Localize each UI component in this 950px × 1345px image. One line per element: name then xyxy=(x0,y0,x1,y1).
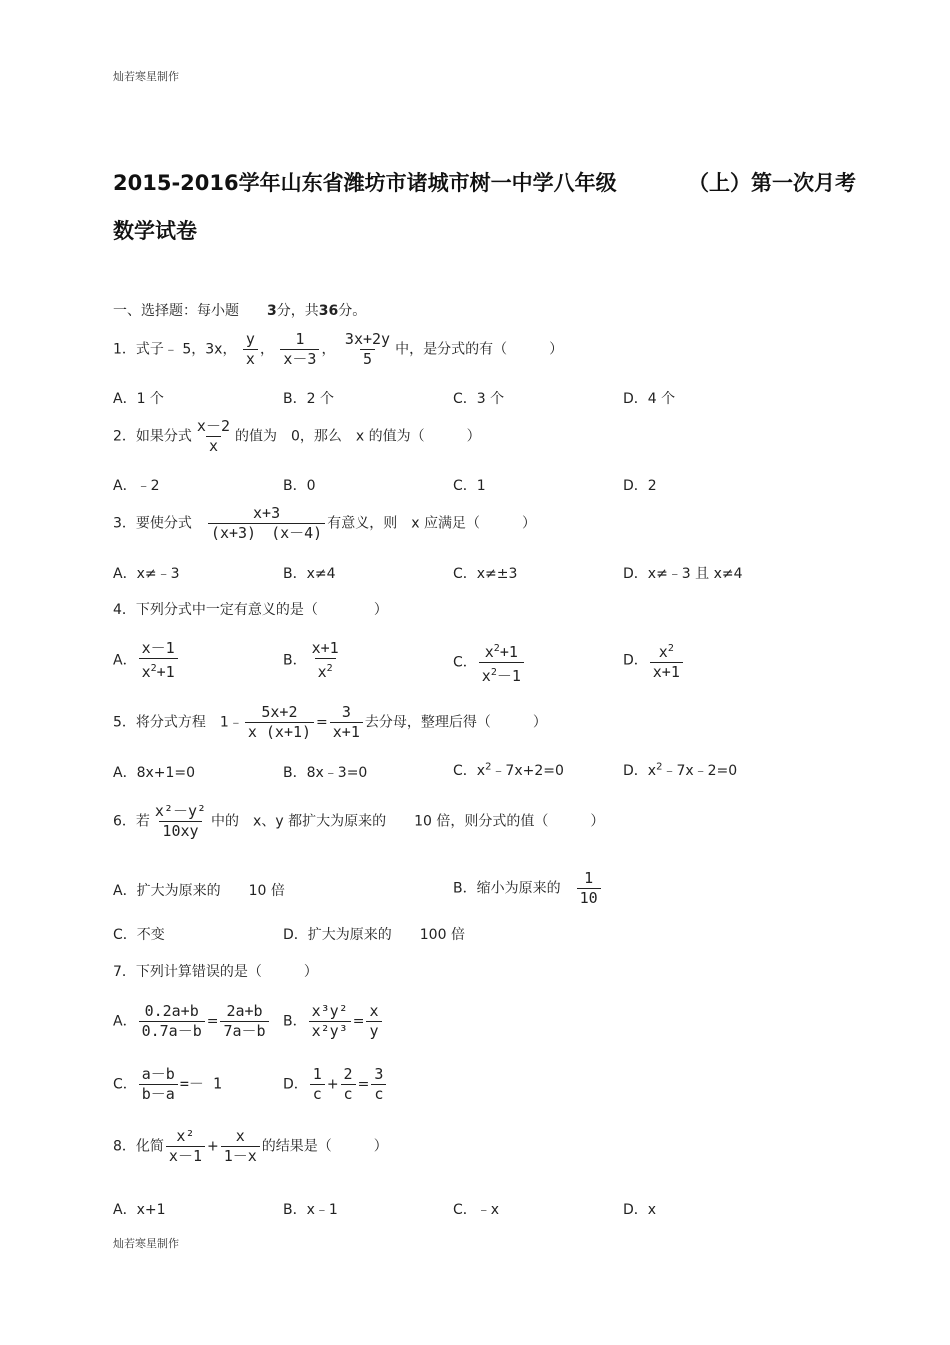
q8-stem-before: 8．化简 xyxy=(113,1138,164,1155)
q2-stem-before: 2．如果分式 xyxy=(113,428,192,445)
q8-option-a: A．x+1 xyxy=(113,1202,166,1218)
q4-b-fraction: $\frac{x+1}{x^2}$ xyxy=(311,639,339,681)
q5-option-b: B．8x﹣3=0 xyxy=(283,765,368,781)
section-prefix: 一、选择题：每小题 xyxy=(113,303,239,319)
q5-stem-before: 5．将分式方程 1﹣ xyxy=(113,714,243,731)
title-exam: （上）第一次月考 xyxy=(688,171,856,195)
page-header: 灿若寒星制作 xyxy=(113,70,179,83)
q1-stem-before: 1．式子﹣ 5，3x， xyxy=(113,341,237,358)
q8-option-c: C．﹣x xyxy=(453,1202,500,1218)
q5-fraction-1: $\frac{5x+2}{x (x+1)}$ xyxy=(245,704,314,741)
q8-option-d: D．x xyxy=(623,1202,657,1218)
question-6 xyxy=(113,803,604,840)
q6-stem-after: 中的 x、y 都扩大为原来的 10 倍，则分式的值（ ） xyxy=(211,813,605,830)
question-5: 5．将分式方程 1﹣ $\frac{5x+2}{x (x+1)}$ = $\frac{3}{x+1}$ 去分母，整理后得（ ） xyxy=(113,703,547,741)
q4-d-fraction: $\frac{x^2}{x+1}$ xyxy=(650,640,683,681)
q7-c-left: $\frac{a-b}{b-a}$ xyxy=(139,1066,178,1103)
q3-option-c: C．x≠±3 xyxy=(453,566,518,582)
q5-option-a: A．8x+1=0 xyxy=(113,765,196,781)
q1-option-a: A．1 个 xyxy=(113,391,164,407)
question-3 xyxy=(113,505,536,542)
q5-option-d: D．$x^2﹣7x﹣2=0$ xyxy=(623,761,738,779)
section-total: 36 xyxy=(318,303,339,319)
q7-option-d: D． $\frac{1}{c}$ + $\frac{2}{c}$ = $\frac{3}{c}$ xyxy=(283,1066,388,1103)
q4-option-b: B． $\frac{x+1}{x^2}$ xyxy=(283,640,344,681)
question-7: 7．下列计算错误的是（ ） xyxy=(113,964,318,980)
q6-stem-before: 6．若 xyxy=(113,813,150,830)
q7-d-1: $\frac{1}{c}$ xyxy=(310,1066,325,1103)
q2-option-a: A．﹣2 xyxy=(113,478,160,494)
page-title-line2: 数学试卷 xyxy=(113,219,197,243)
q6-fraction: $\frac{\text{x²－y²}}{10xy}$ xyxy=(154,802,207,840)
section-suffix: 分。 xyxy=(338,303,367,319)
q5-option-c: C．$x^2﹣7x+2=0$ xyxy=(453,761,564,779)
q6-option-b: B．缩小为原来的 $\frac{1}{10}$ xyxy=(453,870,603,907)
q3-stem-before: 3．要使分式 xyxy=(113,515,192,532)
q3-option-a: A．x≠﹣3 xyxy=(113,566,180,582)
page-footer: 灿若寒星制作 xyxy=(113,1237,179,1250)
q7-a-right: $\frac{2a+b}{7a-b}$ xyxy=(220,1003,268,1040)
q7-option-a: A． $\frac{0.2a+b}{0.7a-b}$ = $\frac{2a+b}{7a-b}$ xyxy=(113,1003,271,1040)
q8-fraction-1: $\frac{\text{x²}}{x-1}$ xyxy=(166,1128,205,1165)
section-heading xyxy=(113,300,366,320)
q6-option-d: D．扩大为原来的 100 倍 xyxy=(283,927,465,943)
q7-a-left: $\frac{0.2a+b}{0.7a-b}$ xyxy=(139,1003,205,1040)
q7-option-c: C． $\frac{a-b}{b-a}$ =－ 1 xyxy=(113,1065,222,1103)
q3-option-d: D．x≠﹣3 且 x≠4 xyxy=(623,566,743,582)
q4-option-a: A． $\frac{x-1}{x^2+1}$ xyxy=(113,640,180,681)
q7-d-3: $\frac{3}{c}$ xyxy=(371,1066,386,1103)
page-title-line1 xyxy=(113,167,617,197)
q4-a-fraction: $\frac{x-1}{x^2+1}$ xyxy=(139,640,178,681)
q4-option-c: C． $\frac{x^2+1}{x^2-1}$ xyxy=(453,640,526,685)
q3-stem-after: 有意义，则 x 应满足（ ） xyxy=(327,515,536,532)
title-year: 2015-2016 xyxy=(113,171,239,195)
q4-option-d: D． $\frac{x^2}{x+1}$ xyxy=(623,640,685,681)
question-4: 4．下列分式中一定有意义的是（ ） xyxy=(113,602,388,618)
q5-fraction-2: $\frac{3}{x+1}$ xyxy=(330,704,363,741)
q1-option-b: B．2 个 xyxy=(283,391,334,407)
q1-stem-after: 中，是分式的有（ ） xyxy=(395,341,564,358)
q6-b-fraction: $\frac{1}{10}$ xyxy=(577,870,601,907)
q1-fraction-3: $\frac{3x+2y}{5}$ xyxy=(344,330,391,368)
q6-option-a: A．扩大为原来的 10 倍 xyxy=(113,883,285,899)
q2-fraction: $\frac{x-2}{x}$ xyxy=(196,417,230,455)
q1-fraction-1: $\frac{y}{x}$ xyxy=(243,331,258,368)
q2-option-d: D．2 xyxy=(623,478,657,494)
section-mid: 分，共 xyxy=(276,303,319,319)
q3-fraction: $\frac{x+3}{(x+3) (x-4)}$ xyxy=(208,505,325,542)
q2-option-c: C．1 xyxy=(453,478,486,494)
q7-b-left: $\frac{\text{x³y²}}{\text{x²y³}}$ xyxy=(309,1003,351,1040)
q7-option-b: B． $\frac{\text{x³y²}}{\text{x²y³}}$ = $\frac{x}{y}$ xyxy=(283,1003,384,1040)
q8-option-b: B．x﹣1 xyxy=(283,1202,338,1218)
q7-d-2: $\frac{2}{c}$ xyxy=(341,1066,356,1103)
q7-b-right: $\frac{x}{y}$ xyxy=(366,1003,381,1040)
q5-stem-after: 去分母，整理后得（ ） xyxy=(364,714,547,731)
q1-option-d: D．4 个 xyxy=(623,391,676,407)
q8-fraction-2: $\frac{x}{1-x}$ xyxy=(221,1128,260,1165)
q8-stem-after: 的结果是（ ） xyxy=(261,1138,388,1155)
question-1: 1．式子﹣ 5，3x， $\frac{y}{x}$ ， $\frac{1}{x-3}$ ， $\frac{3x+2y}{5}$ 中，是分式的有（ ） xyxy=(113,330,564,368)
q1-option-c: C．3 个 xyxy=(453,391,505,407)
q2-stem-after: 的值为 0，那么 x 的值为（ ） xyxy=(234,428,481,445)
title-school: 学年山东省潍坊市诸城市树一中学八年级 xyxy=(238,171,617,195)
q6-option-c: C．不变 xyxy=(113,927,165,943)
q3-option-b: B．x≠4 xyxy=(283,566,336,582)
q2-option-b: B．0 xyxy=(283,478,316,494)
q4-c-fraction: $\frac{x^2+1}{x^2-1}$ xyxy=(479,640,524,685)
question-2 xyxy=(113,418,481,455)
section-points: 3 xyxy=(267,303,277,319)
q1-fraction-2: $\frac{1}{x-3}$ xyxy=(280,331,319,368)
question-8: 8．化简 $\frac{\text{x²}}{x-1}$ + $\frac{x}{1-x}$ 的结果是（ ） xyxy=(113,1127,388,1165)
